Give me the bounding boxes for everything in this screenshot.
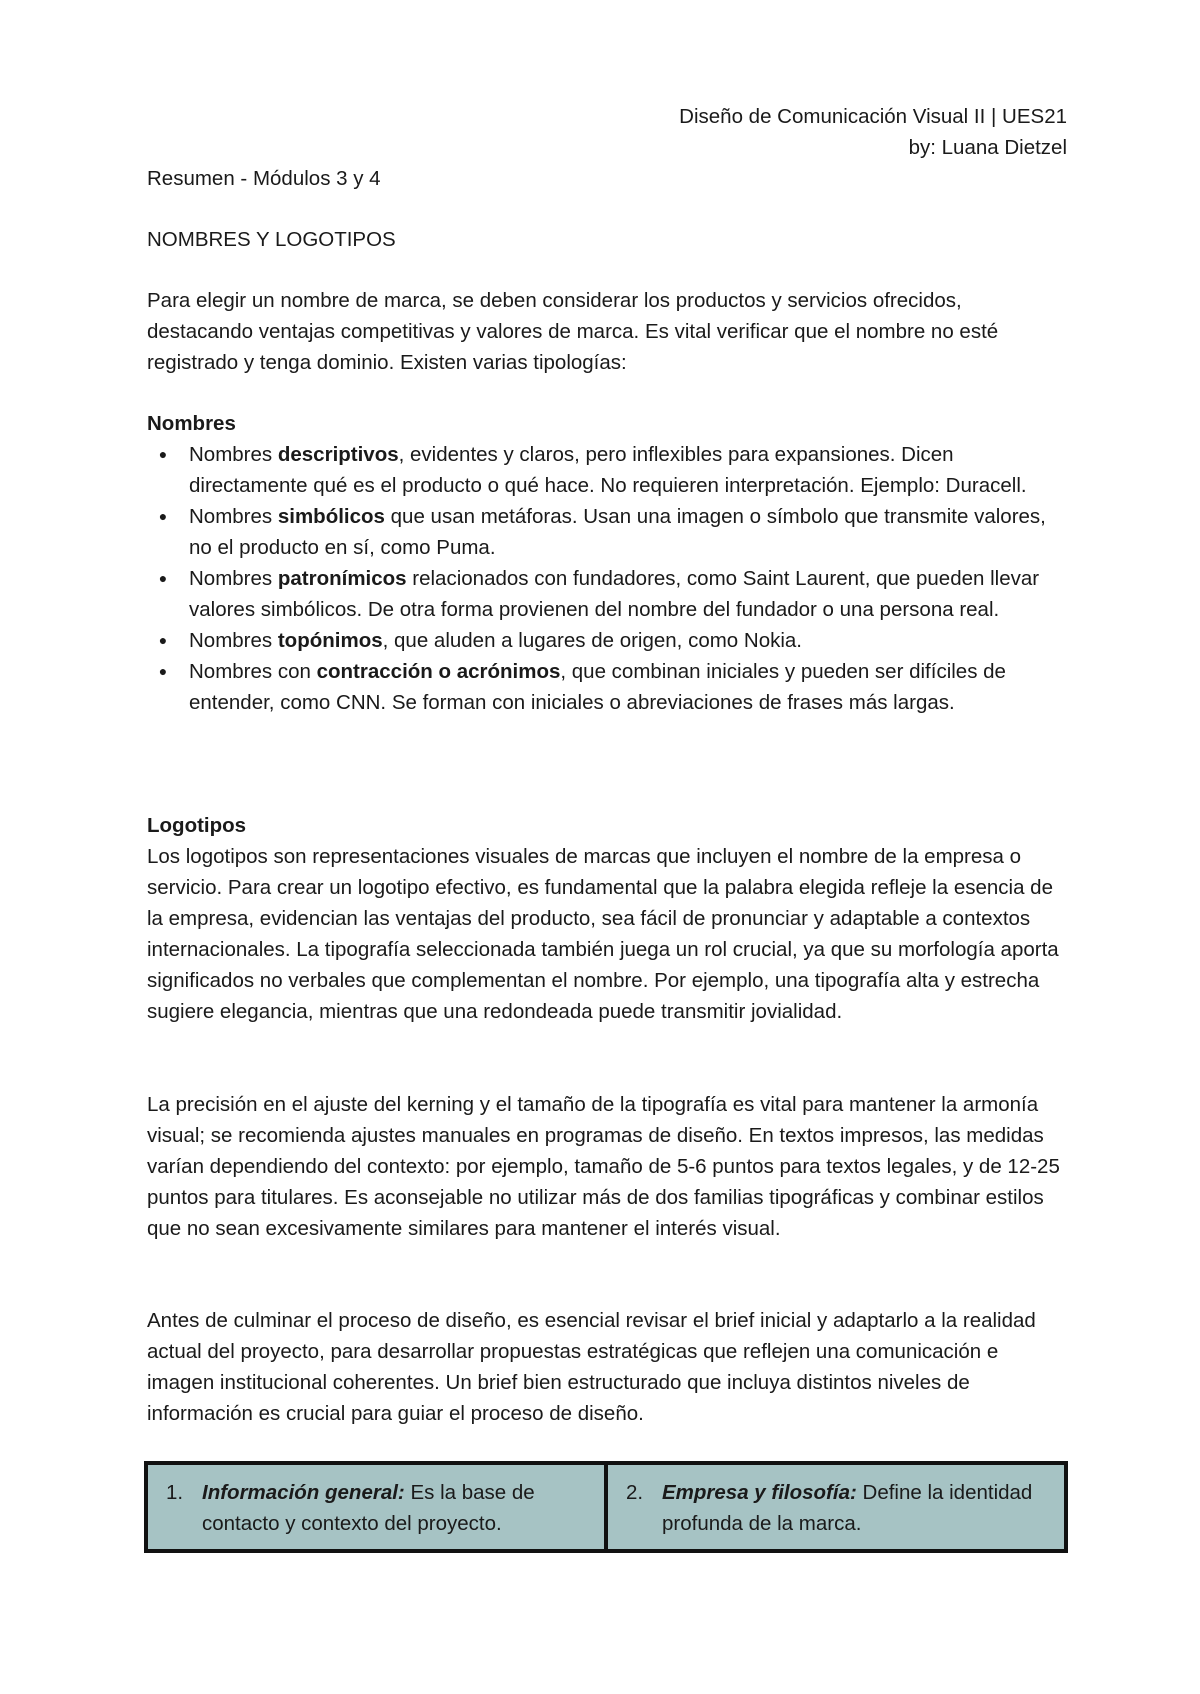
item-prefix: Nombres [189,567,278,590]
item-term: topónimos [277,629,383,652]
item-text: relacionados con fundadores, como Saint Laurent, que pueden llevar valores simbólicos. De otra forma provienen del nombre del fundador o una persona real. [189,567,1040,621]
summary-subtitle: Resumen - Módulos 3 y 4 [147,167,381,190]
list-item [147,439,1067,501]
item-term: patronímicos [277,567,407,590]
item-prefix: Nombres [189,629,278,652]
nombres-heading: Nombres [147,412,236,435]
logotipos-paragraph-1: Los logotipos son representaciones visuales de marcas que incluyen el nombre de la empresa o servicio. Para crear un logotipo efectivo, es fundamental que la palabra elegida refleje la esencia de la empresa, evidencian las ventajas del producto, sea fácil de pronunciar y adaptable a contextos internacionales. La tipografía seleccionada también juega un rol crucial, ya que su morfología aporta significados no verbales que complementan el nombre. Por ejemplo, una tipografía alta y estrecha sugiere elegancia, mientras que una redondeada puede transmitir jovialidad. [147,845,1059,1023]
item-prefix: Nombres [189,505,278,528]
item-text: , que aluden a lugares de origen, como Nokia. [382,629,803,652]
bullet-icon: ● [158,508,168,524]
cell-term: Información general: [202,1481,405,1504]
cell-text [626,1477,1046,1539]
list-item [147,563,1067,625]
logotipos-paragraph-2: La precisión en el ajuste del kerning y el tamaño de la tipografía es vital para mantener la armonía visual; se recomienda ajustes manuales en programas de diseño. En textos impresos, las medidas varían dependiendo del contexto: por ejemplo, tamaño de 5-6 puntos para textos legales, y de 12-25 puntos para titulares. Es aconsejable no utilizar más de dos familias tipográficas y combinar estilos que no sean excesivamente similares para mantener el interés visual. [147,1093,1060,1240]
author-line: by: Luana Dietzel [908,136,1067,159]
brief-table [144,1461,1068,1553]
item-prefix: Nombres con [189,660,317,683]
item-term: contracción o acrónimos [316,660,561,683]
cell-number: 1. [166,1481,184,1504]
cell-description: Es la base de contacto y contexto del proyecto. [202,1481,535,1535]
document-header [467,101,1067,163]
cell-number: 2. [626,1481,644,1504]
brief-cell-general-info [148,1465,604,1549]
bullet-icon: ● [158,570,168,586]
logotipos-paragraph-3: Antes de culminar el proceso de diseño, es esencial revisar el brief inicial y adaptarlo a la realidad actual del proyecto, para desarrollar propuestas estratégicas que reflejen una comunicación e imagen institucional coherentes. Un brief bien estructurado que incluya distintos niveles de información es crucial para guiar el proceso de diseño. [147,1309,1036,1425]
item-text: , evidentes y claros, pero inflexibles para expansiones. Dicen directamente qué es el producto o qué hace. No requieren interpretación. Ejemplo: Duracell. [189,443,1027,497]
list-item [147,656,1067,718]
nombres-list [147,439,1067,718]
intro-paragraph: Para elegir un nombre de marca, se deben considerar los productos y servicios ofrecidos, destacando ventajas competitivas y valores de marca. Es vital verificar que el nombre no esté registrado y tenga dominio. Existen varias tipologías: [147,289,999,374]
item-text: que usan metáforas. Usan una imagen o símbolo que transmite valores, no el producto en sí, como Puma. [189,505,1046,559]
cell-text [166,1477,586,1539]
list-item [147,625,1067,656]
item-term: simbólicos [277,505,385,528]
bullet-icon: ● [158,632,168,648]
course-title: Diseño de Comunicación Visual II | UES21 [679,105,1067,128]
cell-description: Define la identidad profunda de la marca. [662,1481,1033,1535]
item-term: descriptivos [277,443,399,466]
section-title: NOMBRES Y LOGOTIPOS [147,228,396,251]
brief-cell-company-philosophy [604,1465,1064,1549]
bullet-icon: ● [158,663,168,679]
item-prefix: Nombres [189,443,278,466]
cell-term: Empresa y filosofía: [662,1481,857,1504]
list-item [147,501,1067,563]
item-text: , que combinan iniciales y pueden ser difíciles de entender, como CNN. Se forman con iniciales o abreviaciones de frases más largas. [189,660,1006,714]
logotipos-heading: Logotipos [147,814,247,837]
bullet-icon: ● [158,446,168,462]
